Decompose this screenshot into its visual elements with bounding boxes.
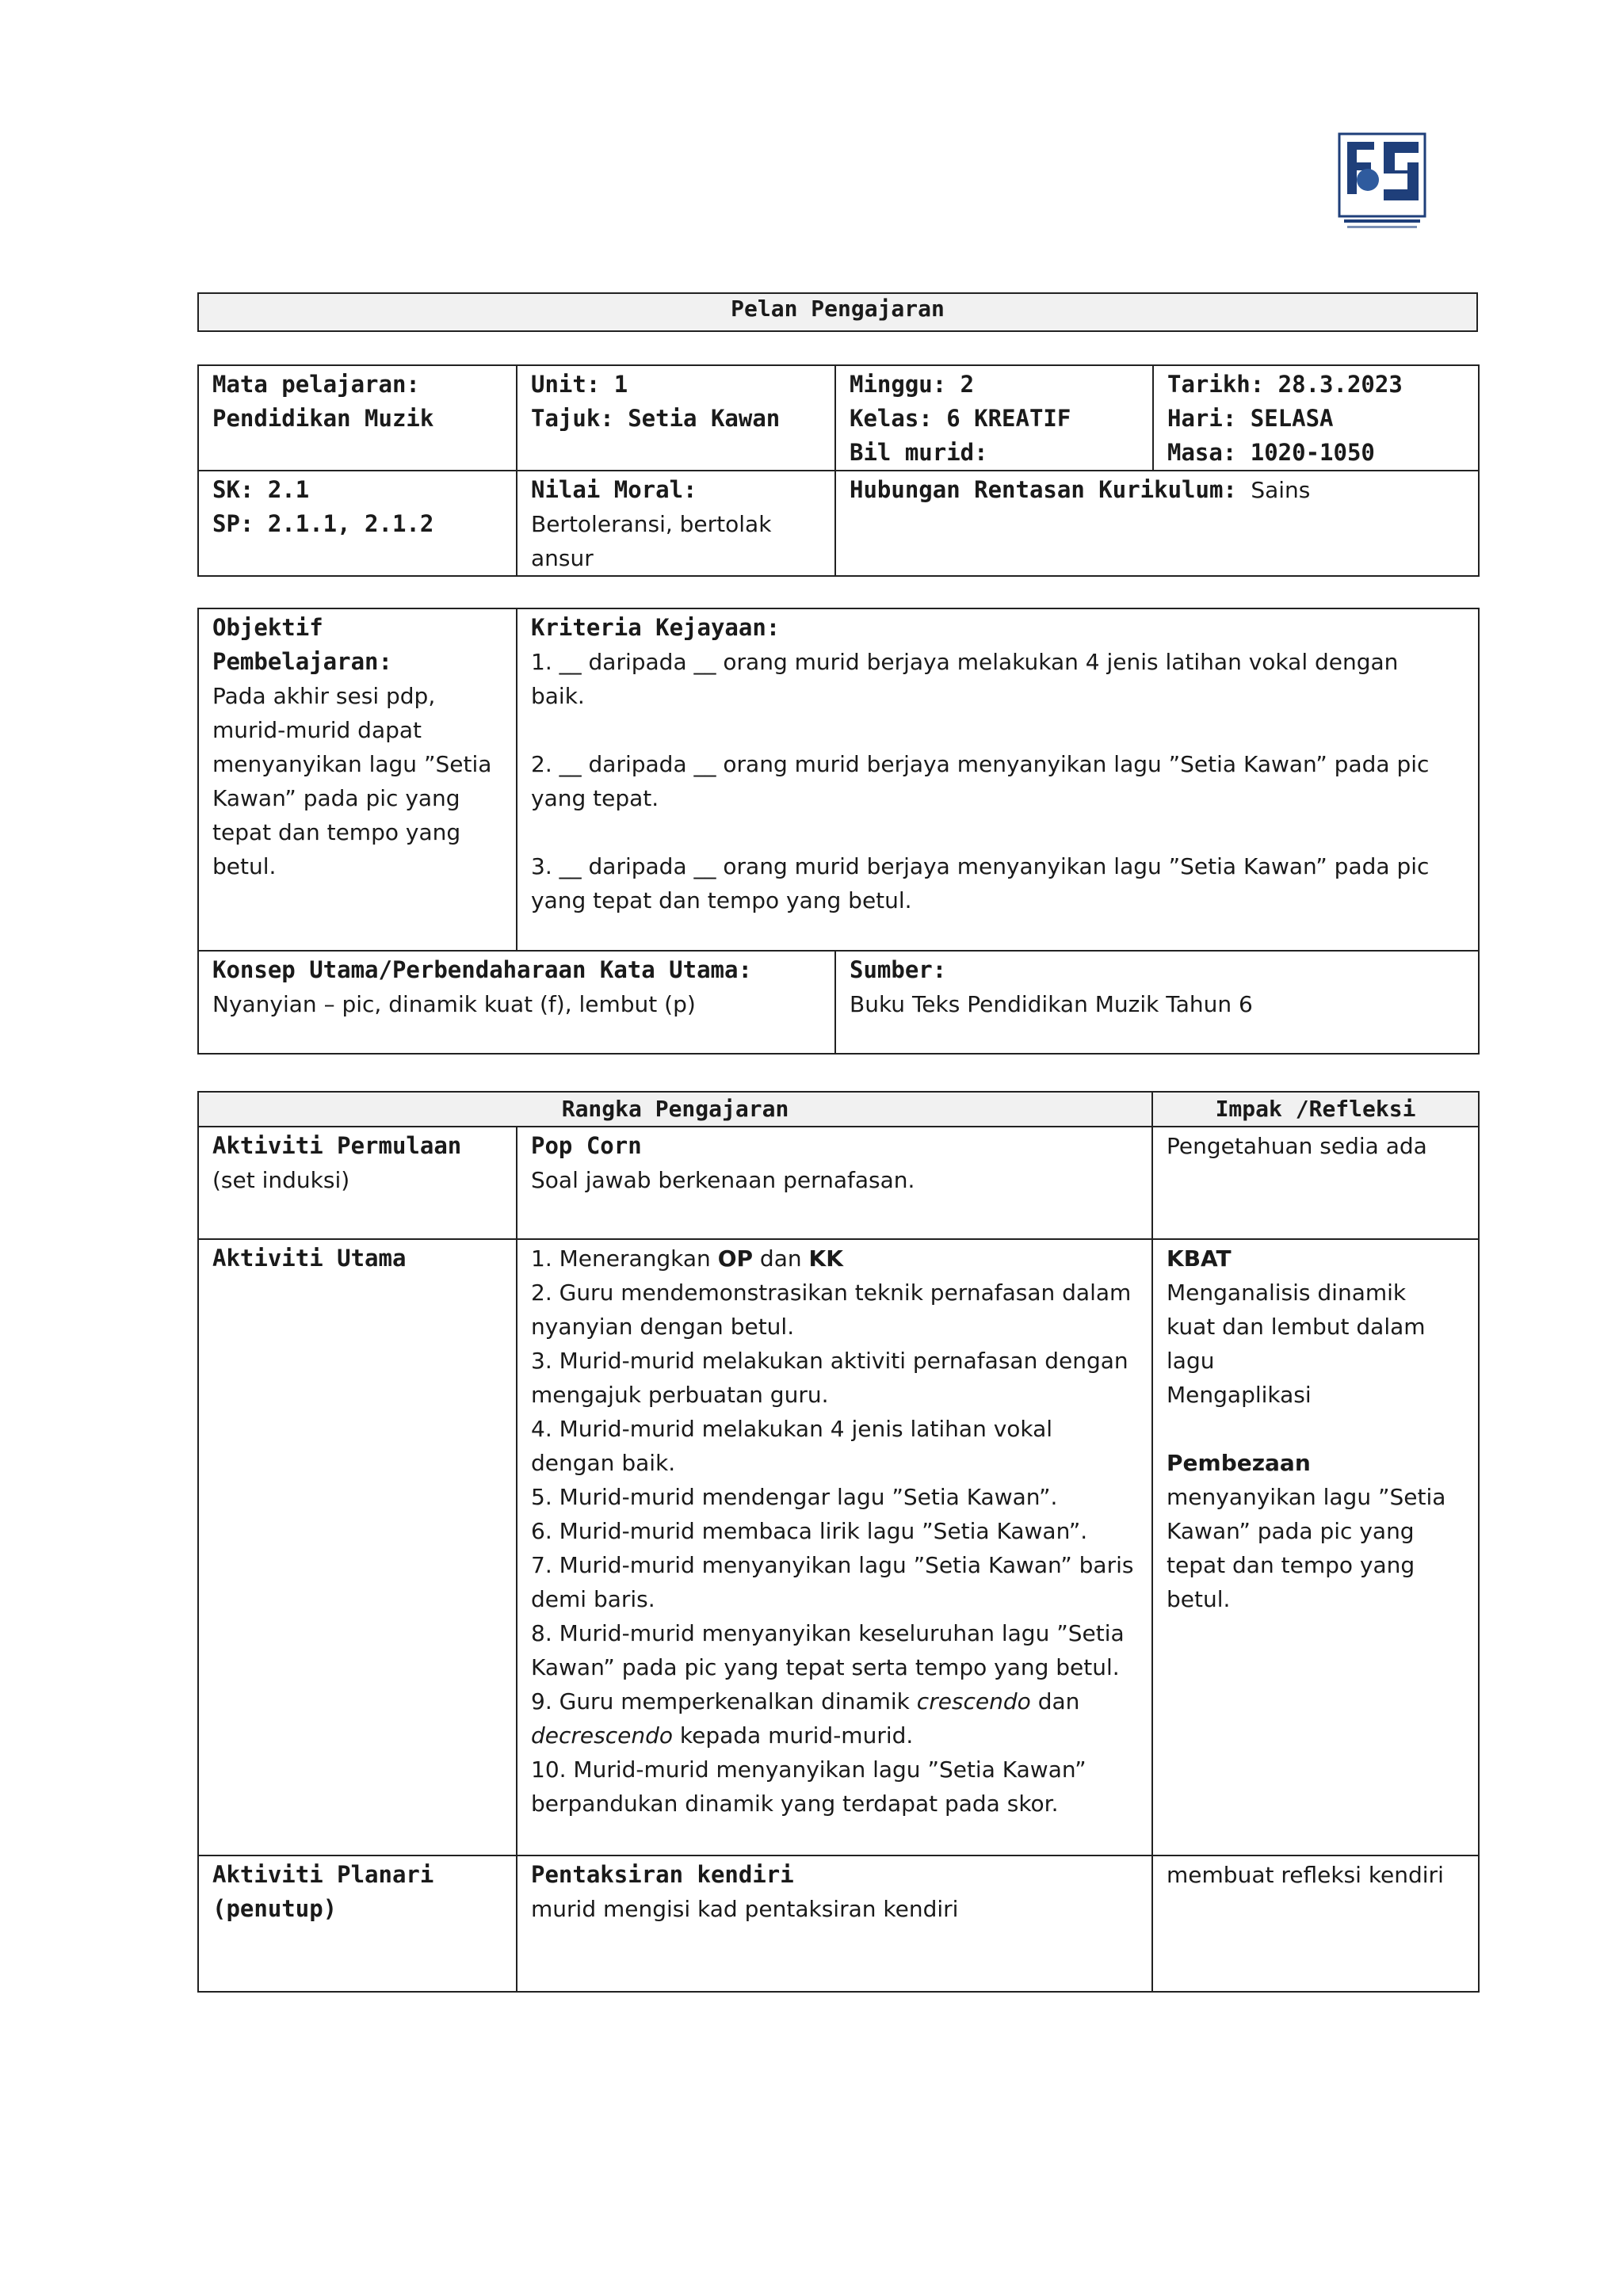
step-line: 4. Murid-murid melakukan 4 jenis latihan vokal xyxy=(531,1416,1053,1442)
criteria-item: yang tepat dan tempo yang betul. xyxy=(531,887,912,913)
success-criteria-label: Kriteria Kejayaan: xyxy=(531,614,781,641)
week-text: Minggu: 2 xyxy=(850,371,975,398)
criteria-item: yang tepat. xyxy=(531,785,659,811)
closing-activity-sublabel: (penutup) xyxy=(212,1895,338,1922)
step-line: 7. Murid-murid menyanyikan lagu ”Setia Kawan” baris xyxy=(531,1552,1134,1578)
closing-impact-cell xyxy=(1152,1855,1479,1992)
subject-value: Pendidikan Muzik xyxy=(212,405,434,432)
step-line: 9. Guru memperkenalkan dinamik crescendo dan xyxy=(531,1688,1080,1714)
step-line: 6. Murid-murid membaca lirik lagu ”Setia Kawan”. xyxy=(531,1518,1088,1544)
objective-line: Kawan” pada pic yang xyxy=(212,785,460,811)
subject-label: Mata pelajaran: xyxy=(212,371,420,398)
subject-cell xyxy=(198,365,517,471)
criteria-item: 3. __ daripada __ orang murid berjaya menyanyikan lagu ”Setia Kawan” pada pic xyxy=(531,853,1430,879)
opening-activity-label: Aktiviti Permulaan xyxy=(212,1132,462,1159)
unit-text: Unit: 1 xyxy=(531,371,628,398)
sk-text: SK: 2.1 xyxy=(212,476,310,503)
closing-activity-text: murid mengisi kad pentaksiran kendiri xyxy=(531,1896,959,1922)
step-line: dengan baik. xyxy=(531,1450,676,1476)
title-table xyxy=(197,292,1478,332)
criteria-item: 2. __ daripada __ orang murid berjaya menyanyikan lagu ”Setia Kawan” pada pic xyxy=(531,751,1430,777)
student-count-text: Bil murid: xyxy=(850,439,988,466)
differentiation-label: Pembezaan xyxy=(1167,1450,1311,1476)
main-impact-cell xyxy=(1152,1239,1479,1855)
objective-line: murid-murid dapat xyxy=(212,717,422,743)
impact-header: Impak /Refleksi xyxy=(1152,1092,1479,1127)
standard-cell xyxy=(198,471,517,576)
step-line: 5. Murid-murid mendengar lagu ”Setia Kawan”. xyxy=(531,1484,1058,1510)
step-line: 10. Murid-murid menyanyikan lagu ”Setia Kawan” xyxy=(531,1756,1086,1783)
school-crest-icon xyxy=(1336,131,1428,232)
opening-activity-sublabel: (set induksi) xyxy=(212,1167,350,1193)
unit-cell xyxy=(517,365,835,471)
time-text: Masa: 1020-1050 xyxy=(1167,439,1375,466)
moral-value-text: Bertoleransi, bertolak xyxy=(531,511,772,537)
criteria-item: baik. xyxy=(531,683,585,709)
kbat-label: KBAT xyxy=(1167,1245,1232,1272)
differentiation-line: betul. xyxy=(1167,1586,1231,1612)
step-line: nyanyian dengan betul. xyxy=(531,1314,795,1340)
opening-activity-text: Soal jawab berkenaan pernafasan. xyxy=(531,1167,915,1193)
cross-curriculum-cell xyxy=(835,471,1479,576)
opening-activity-content xyxy=(517,1127,1152,1239)
step-line: 3. Murid-murid melakukan aktiviti pernafasan dengan xyxy=(531,1348,1128,1374)
page-title: Pelan Pengajaran xyxy=(198,293,1477,331)
moral-value-label: Nilai Moral: xyxy=(531,476,697,503)
cross-curriculum-value: Sains xyxy=(1251,477,1311,503)
objective-label: Objektif Pembelajaran: xyxy=(212,614,392,675)
closing-activity-content xyxy=(517,1855,1152,1992)
kbat-line: Menganalisis dinamik xyxy=(1167,1280,1407,1306)
kbat-line: kuat dan lembut dalam xyxy=(1167,1314,1426,1340)
cross-curriculum-label: Hubungan Rentasan Kurikulum: xyxy=(850,476,1237,503)
outline-header: Rangka Pengajaran xyxy=(198,1092,1152,1127)
objective-line: tepat dan tempo yang xyxy=(212,819,461,845)
opening-impact-cell xyxy=(1152,1127,1479,1239)
main-activity-content xyxy=(517,1239,1152,1855)
resource-label: Sumber: xyxy=(850,956,947,983)
key-concept-value: Nyanyian – pic, dinamik kuat (f), lembut (p) xyxy=(212,991,696,1017)
resource-cell xyxy=(835,951,1479,1054)
day-text: Hari: SELASA xyxy=(1167,405,1334,432)
step-line: demi baris. xyxy=(531,1586,655,1612)
differentiation-line: Kawan” pada pic yang xyxy=(1167,1518,1415,1544)
class-text: Kelas: 6 KREATIF xyxy=(850,405,1071,432)
objective-line: menyanyikan lagu ”Setia xyxy=(212,751,492,777)
closing-activity-label: Aktiviti Planari xyxy=(212,1861,434,1888)
step-line: 1. Menerangkan OP dan KK xyxy=(531,1245,843,1272)
date-text: Tarikh: 28.3.2023 xyxy=(1167,371,1403,398)
success-criteria-cell xyxy=(517,608,1479,951)
objective-cell xyxy=(198,608,517,951)
objective-table xyxy=(197,608,1480,1055)
step-line: 8. Murid-murid menyanyikan keseluruhan lagu ”Setia xyxy=(531,1620,1125,1646)
kbat-line: lagu xyxy=(1167,1348,1215,1374)
info-table xyxy=(197,364,1480,577)
main-activity-cell xyxy=(198,1239,517,1855)
step-line: Kawan” pada pic yang tepat serta tempo yang betul. xyxy=(531,1654,1120,1680)
opening-impact-text: Pengetahuan sedia ada xyxy=(1167,1133,1427,1159)
key-concept-cell xyxy=(198,951,835,1054)
moral-value-cell xyxy=(517,471,835,576)
main-activity-label: Aktiviti Utama xyxy=(212,1245,407,1272)
key-concept-label: Konsep Utama/Perbendaharaan Kata Utama: xyxy=(212,956,752,983)
opening-activity-title: Pop Corn xyxy=(531,1132,642,1159)
differentiation-line: tepat dan tempo yang xyxy=(1167,1552,1415,1578)
step-line: berpandukan dinamik yang terdapat pada skor. xyxy=(531,1791,1059,1817)
differentiation-line: menyanyikan lagu ”Setia xyxy=(1167,1484,1446,1510)
kbat-line: Mengaplikasi xyxy=(1167,1382,1312,1408)
date-cell xyxy=(1153,365,1479,471)
closing-activity-title: Pentaksiran kendiri xyxy=(531,1861,794,1888)
topic-text: Tajuk: Setia Kawan xyxy=(531,405,781,432)
closing-impact-text: membuat refleksi kendiri xyxy=(1167,1862,1444,1888)
objective-line: Pada akhir sesi pdp, xyxy=(212,683,436,709)
resource-value: Buku Teks Pendidikan Muzik Tahun 6 xyxy=(850,991,1253,1017)
step-line: decrescendo kepada murid-murid. xyxy=(531,1722,914,1749)
moral-value-text-2: ansur xyxy=(531,545,594,571)
lesson-outline-table xyxy=(197,1091,1480,1993)
week-cell xyxy=(835,365,1153,471)
sp-text: SP: 2.1.1, 2.1.2 xyxy=(212,510,434,537)
opening-activity-cell xyxy=(198,1127,517,1239)
criteria-item: 1. __ daripada __ orang murid berjaya melakukan 4 jenis latihan vokal dengan xyxy=(531,649,1399,675)
step-line: mengajuk perbuatan guru. xyxy=(531,1382,829,1408)
step-line: 2. Guru mendemonstrasikan teknik pernafasan dalam xyxy=(531,1280,1132,1306)
objective-line: betul. xyxy=(212,853,277,879)
closing-activity-cell xyxy=(198,1855,517,1992)
